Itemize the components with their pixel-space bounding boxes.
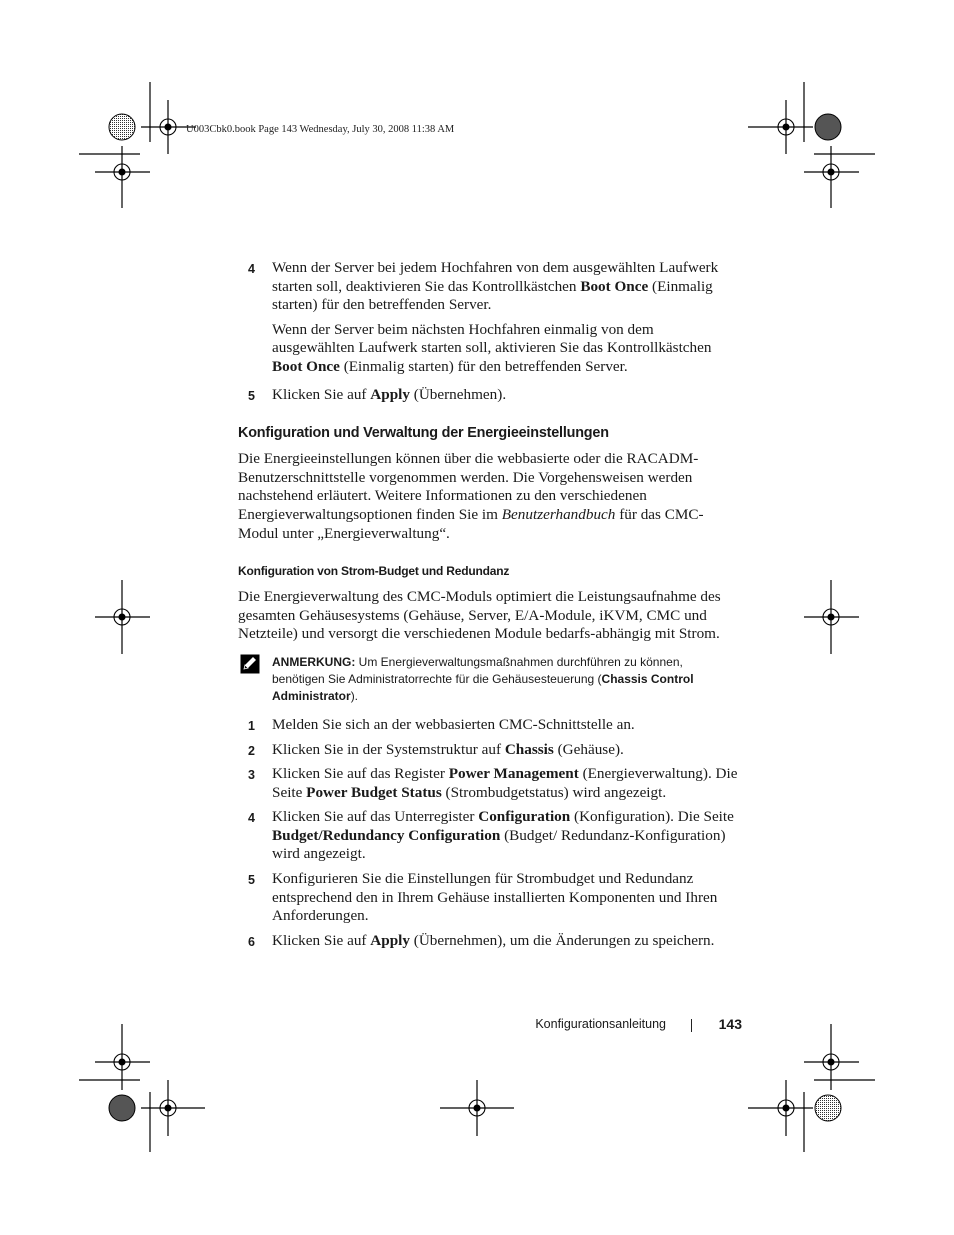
step-2: 2 Klicken Sie in der Systemstruktur auf Chassis (Gehäuse). (238, 741, 738, 760)
step-5-top (238, 386, 738, 405)
step-4: 4 Klicken Sie auf das Unterregister Configuration (Konfiguration). Die Seite Budget/Redundancy Configuration (Budget/ Redundanz-Konfiguration) wird angezeigt. (238, 808, 738, 864)
ui-term-apply: Apply (370, 385, 410, 403)
step-text: Klicken Sie auf das Register Power Management (Energieverwaltung). Die Seite Power Budget Status (Strombudgetstatus) wird angezeigt. (272, 765, 738, 801)
step-text: Konfigurieren Sie die Einstellungen für Strombudget und Redundanz entsprechend den in Ihrem Gehäuse installierten Komponenten und Ihren Anforderungen. (272, 870, 718, 925)
page-number: 143 (718, 1016, 742, 1032)
footer-chapter-title: Konfigurationsanleitung (535, 1017, 666, 1031)
step-text: Klicken Sie in der Systemstruktur auf Chassis (Gehäuse). (272, 740, 624, 758)
step-5: 5 Konfigurieren Sie die Einstellungen für Strombudget und Redundanz entsprechend den in Ihrem Gehäuse installierten Komponenten und Ihren Anforderungen. (238, 870, 738, 926)
step-4-top (238, 259, 738, 377)
section-heading: Konfiguration und Verwaltung der Energieeinstellungen (238, 425, 609, 442)
step-text: Klicken Sie auf Apply (Übernehmen). (272, 385, 507, 403)
page-footer (420, 1016, 742, 1036)
step-6: 6 Klicken Sie auf Apply (Übernehmen), um die Änderungen zu speichern. (238, 932, 738, 951)
ui-term-boot-once: Boot Once (580, 277, 649, 295)
ui-term-boot-once: Boot Once (272, 357, 340, 375)
subsection-paragraph: Die Energieverwaltung des CMC-Moduls optimiert die Leistungsaufnahme des gesamten Gehäusesystems (Gehäuse, Server, E/A-Module, iKVM, CMC und Netzteile) und versorgt die verschiedenen Module bedarfs-abhängig mit Strom. (238, 588, 721, 643)
step-text-secondary: Wenn der Server beim nächsten Hochfahren einmalig von dem ausgewählten Laufwerk starten soll, aktivieren Sie das Kontrollkästchen Boot Once (Einmalig starten) für den betreffenden Server. (272, 320, 712, 375)
note-pencil-icon (240, 654, 260, 674)
footer-divider (691, 1019, 692, 1032)
step-3: 3 Klicken Sie auf das Register Power Management (Energieverwaltung). Die Seite Power Budget Status (Strombudgetstatus) wird angezeigt. (248, 765, 738, 801)
step-1: 1 Melden Sie sich an der webbasierten CMC-Schnittstelle an. (238, 716, 738, 735)
step-text: Wenn der Server bei jedem Hochfahren von dem ausgewählten Laufwerk starten soll, deaktivieren Sie das Kontrollkästchen Boot Once (Einmalig starten) für den betreffenden Server. (272, 259, 719, 314)
note-label: ANMERKUNG: (272, 654, 356, 669)
section-paragraph: Die Energieeinstellungen können über die webbasierte oder die RACADM-Benutzerschnittstelle vorgenommen werden. Die Vorgehensweisen werden nachstehend erläutert. Weitere Informationen zu den verschiedenen Energieverwaltungsoptionen finden Sie im Benutzerhandbuch für das CMC-Modul unter „Energieverwaltung“. (238, 450, 704, 542)
print-header-info: U003Cbk0.book Page 143 Wednesday, July 30, 2008 11:38 AM (186, 124, 455, 135)
subsection-heading: Konfiguration von Strom-Budget und Redundanz (238, 564, 510, 579)
step-text: Melden Sie sich an der webbasierten CMC-Schnittstelle an. (272, 715, 635, 733)
step-text: Klicken Sie auf das Unterregister Configuration (Konfiguration). Die Seite Budget/Redundancy Configuration (Budget/ Redundanz-Konfiguration) wird angezeigt. (272, 808, 734, 863)
step-number: 5 (248, 388, 255, 403)
page-content (238, 259, 738, 950)
step-text: Klicken Sie auf Apply (Übernehmen), um die Änderungen zu speichern. (272, 931, 715, 949)
note-box: ANMERKUNG: Um Energieverwaltungsmaßnahmen durchführen zu können, benötigen Sie Administratorrechte für die Gehäusesteuerung (Chassis Control Administrator). (238, 654, 738, 705)
step-number: 4 (248, 262, 255, 276)
